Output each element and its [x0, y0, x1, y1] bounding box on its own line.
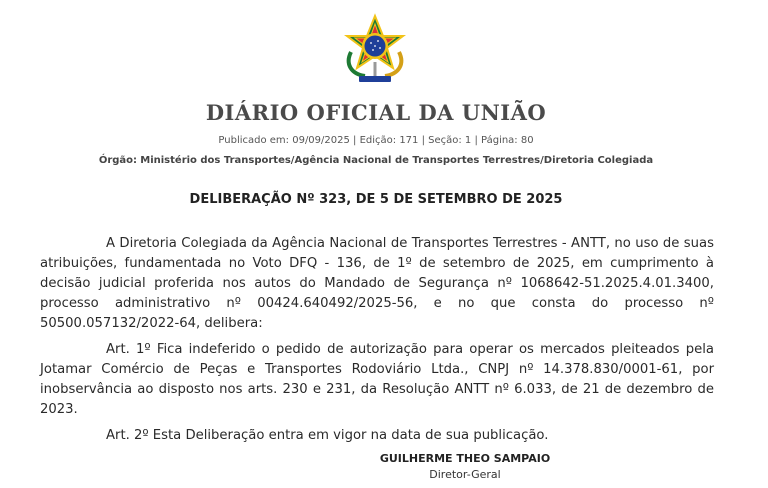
orgao-line — [0, 155, 752, 166]
signer-name: GUILHERME THEO SAMPAIO — [379, 452, 551, 465]
gazette-title: DIÁRIO OFICIAL DA UNIÃO — [205, 100, 547, 125]
orgao-label: Órgão: — [98, 155, 138, 166]
preamble-paragraph: A Diretoria Colegiada da Agência Nacional de Transportes Terrestres - ANTT, no uso de suas atribuições, fundamentada no Voto DFQ - 136, de 1º de setembro de 2025, em cumprimento à decisão judicial proferida nos autos do Mandado de Segurança nº 1068642-51.2025.4.01.3400, processo administrativo nº 00424.640492/2025-56, e no que consta do processo nº 50500.057132/2022-64, delibera: — [40, 236, 714, 331]
signer-role: Diretor-Geral — [429, 468, 501, 481]
orgao-value: Ministério dos Transportes/Agência Nacional de Transportes Terrestres/Diretoria Colegiada — [140, 155, 654, 166]
deliberation-heading: DELIBERAÇÃO Nº 323, DE 5 DE SETEMBRO DE 2025 — [189, 192, 563, 207]
article-2-paragraph: Art. 2º Esta Deliberação entra em vigor na data de sua publicação. — [106, 428, 549, 443]
brazil-coat-of-arms-icon — [337, 12, 413, 86]
article-1-paragraph: Art. 1º Fica indeferido o pedido de autorização para operar os mercados pleiteados pela Jotamar Comércio de Peças e Transportes Rodoviário Ltda., CNPJ nº 14.378.830/0001-61, por inobservância ao disposto nos arts. 230 e 231, da Resolução ANTT nº 6.033, de 21 de dezembro de 2023. — [40, 342, 714, 417]
document-body — [40, 234, 714, 452]
publication-info: Publicado em: 09/09/2025 | Edição: 171 | Seção: 1 | Página: 80 — [218, 135, 534, 146]
